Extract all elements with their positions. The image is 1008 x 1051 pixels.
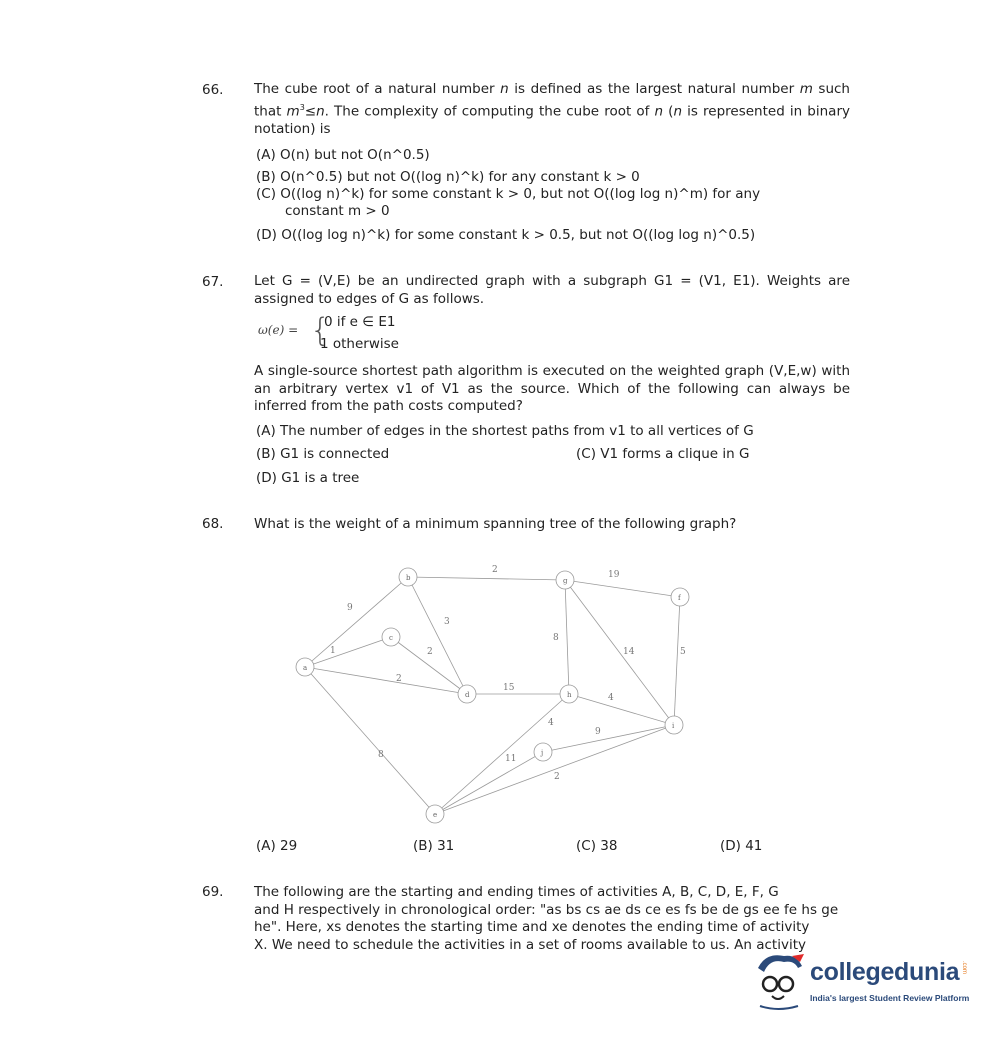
edge-label-i-e: 2 [554,772,560,782]
case-2: 1 otherwise [320,336,399,352]
q69-line-4: X. We need to schedule the activities in a set of rooms available to us. An activity [254,937,806,953]
node-label-b: b [406,574,411,582]
q69-line-2: and H respectively in chronological order: "as bs cs ae ds ce es fs be de gs ee fe hs ge [254,902,839,918]
q68-option-a: (A) 29 [256,838,298,854]
q68-option-b: (B) 31 [413,838,455,854]
case-1: 0 if e ∈ E1 [324,314,396,330]
node-label-c: c [389,634,393,642]
edge-label-c-d: 2 [427,647,433,657]
logo-tagline: India's largest Student Review Platform [810,993,970,1003]
node-label-e: e [433,811,438,819]
edge-label-h-e: 4 [548,718,554,728]
q67-stem: Let G = (V,E) be an undirected graph with a subgraph G1 = (V1, E1). Weights are assigned to edges of G as follows. [254,273,850,307]
brace: { [310,311,331,349]
edge-label-h-i: 4 [608,693,614,703]
edge-label-b-a: 9 [347,603,353,613]
q67-body: A single-source shortest path algorithm is executed on the weighted graph (V,E,w) with an arbitrary vertex v1 of V1 as the source. Which of the following can always be inferred from the path costs computed? [254,363,850,414]
logo-name: collegedunia [810,958,960,986]
q66-stem: The cube root of a natural number n is defined as the largest natural number m such that $m^3\le n$. The complexity of computing the cube root of n (n is represented in binary notation) is [254,81,850,137]
q69-line-3: he". Here, xs denotes the starting time and xe denotes the ending time of activity [254,919,810,935]
mst-graph [290,560,700,830]
q67-option-a: (A) The number of edges in the shortest paths from v1 to all vertices of G [256,423,754,439]
edge-label-j-e: 11 [505,754,517,764]
edge-label-a-d: 2 [396,674,402,684]
q66-option-d: (D) O((log log n)^k) for some constant k > 0.5, but not O((log log n)^0.5) [256,227,756,243]
node-label-a: a [303,664,308,672]
q68-stem: What is the weight of a minimum spanning tree of the following graph? [254,516,737,532]
edge-label-a-e: 8 [378,750,384,760]
q68-option-d: (D) 41 [720,838,763,854]
edge-label-g-i: 14 [623,647,635,657]
q69-number: 69. [202,884,224,900]
edge-label-g-f: 19 [608,570,620,580]
node-label-h: h [567,691,572,699]
logo-suffix: .com [961,961,967,975]
q66-number: 66. [202,82,224,98]
q67-option-c: (C) V1 forms a clique in G [576,446,750,462]
q66-option-b: (B) O(n^0.5) but not O((log n)^k) for any constant k > 0 [256,169,640,185]
edge-label-j-i: 9 [595,727,601,737]
edge-label-b-d: 3 [444,617,450,627]
q67-option-b: (B) G1 is connected [256,446,390,462]
q68-option-c: (C) 38 [576,838,618,854]
omega-label: ω(e) = [258,323,299,337]
collegedunia-mascot-icon [752,950,808,1012]
node-label-f: f [678,594,681,602]
q69-line-1: The following are the starting and ending times of activities A, B, C, D, E, F, G [254,884,779,900]
q66-option-c: (C) O((log n)^k) for some constant k > 0, but not O((log log n)^m) for any [256,186,761,202]
edge-label-g-h: 8 [553,633,559,643]
edge-label-c-a: 1 [330,646,336,656]
q66-option-c-cont: constant m > 0 [285,203,390,219]
q67-option-d: (D) G1 is a tree [256,470,360,486]
q66-option-a: (A) O(n) but not O(n^0.5) [256,147,430,163]
q67-number: 67. [202,274,224,290]
edge-label-b-g: 2 [492,565,498,575]
node-label-d: d [465,691,470,699]
q68-number: 68. [202,516,224,532]
node-label-i: i [672,722,675,730]
node-label-j: j [541,749,544,757]
edge-label-f-i: 5 [680,647,686,657]
node-label-g: g [563,577,568,585]
edge-label-d-h: 15 [503,683,515,693]
